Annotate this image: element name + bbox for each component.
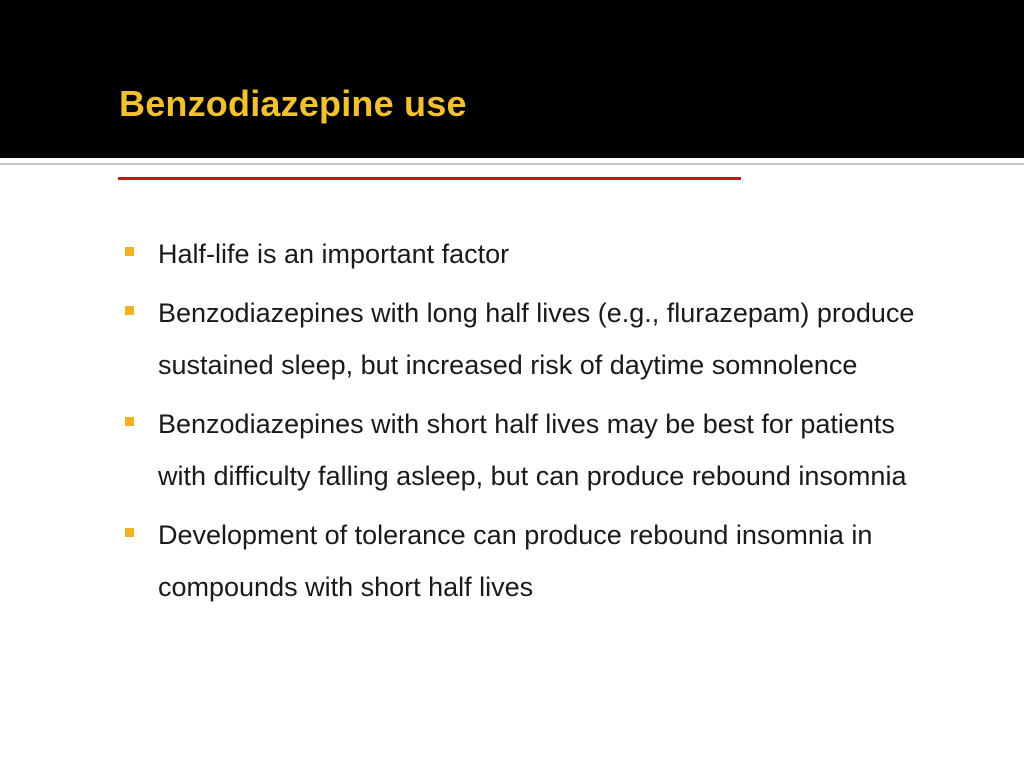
bullet-item — [125, 398, 925, 502]
square-bullet-icon — [125, 528, 134, 537]
bullet-text: Benzodiazepines with short half lives may be best for patients with difficulty falling asleep, but can produce rebound insomnia — [158, 409, 907, 491]
bullet-text: Half-life is an important factor — [158, 239, 510, 269]
bullet-item — [125, 509, 925, 613]
title-underline — [118, 177, 741, 180]
square-bullet-icon — [125, 306, 134, 315]
square-bullet-icon — [125, 417, 134, 426]
header-divider — [0, 163, 1024, 165]
bullet-text: Development of tolerance can produce rebound insomnia in compounds with short half lives — [158, 520, 873, 602]
bullet-item — [125, 287, 925, 391]
bullet-text: Benzodiazepines with long half lives (e.g., flurazepam) produce sustained sleep, but increased risk of daytime somnolence — [158, 298, 915, 380]
bullet-item — [125, 228, 925, 280]
square-bullet-icon — [125, 247, 134, 256]
title-bar — [0, 0, 1024, 158]
bullet-list — [125, 228, 925, 620]
slide-title: Benzodiazepine use — [119, 83, 467, 124]
